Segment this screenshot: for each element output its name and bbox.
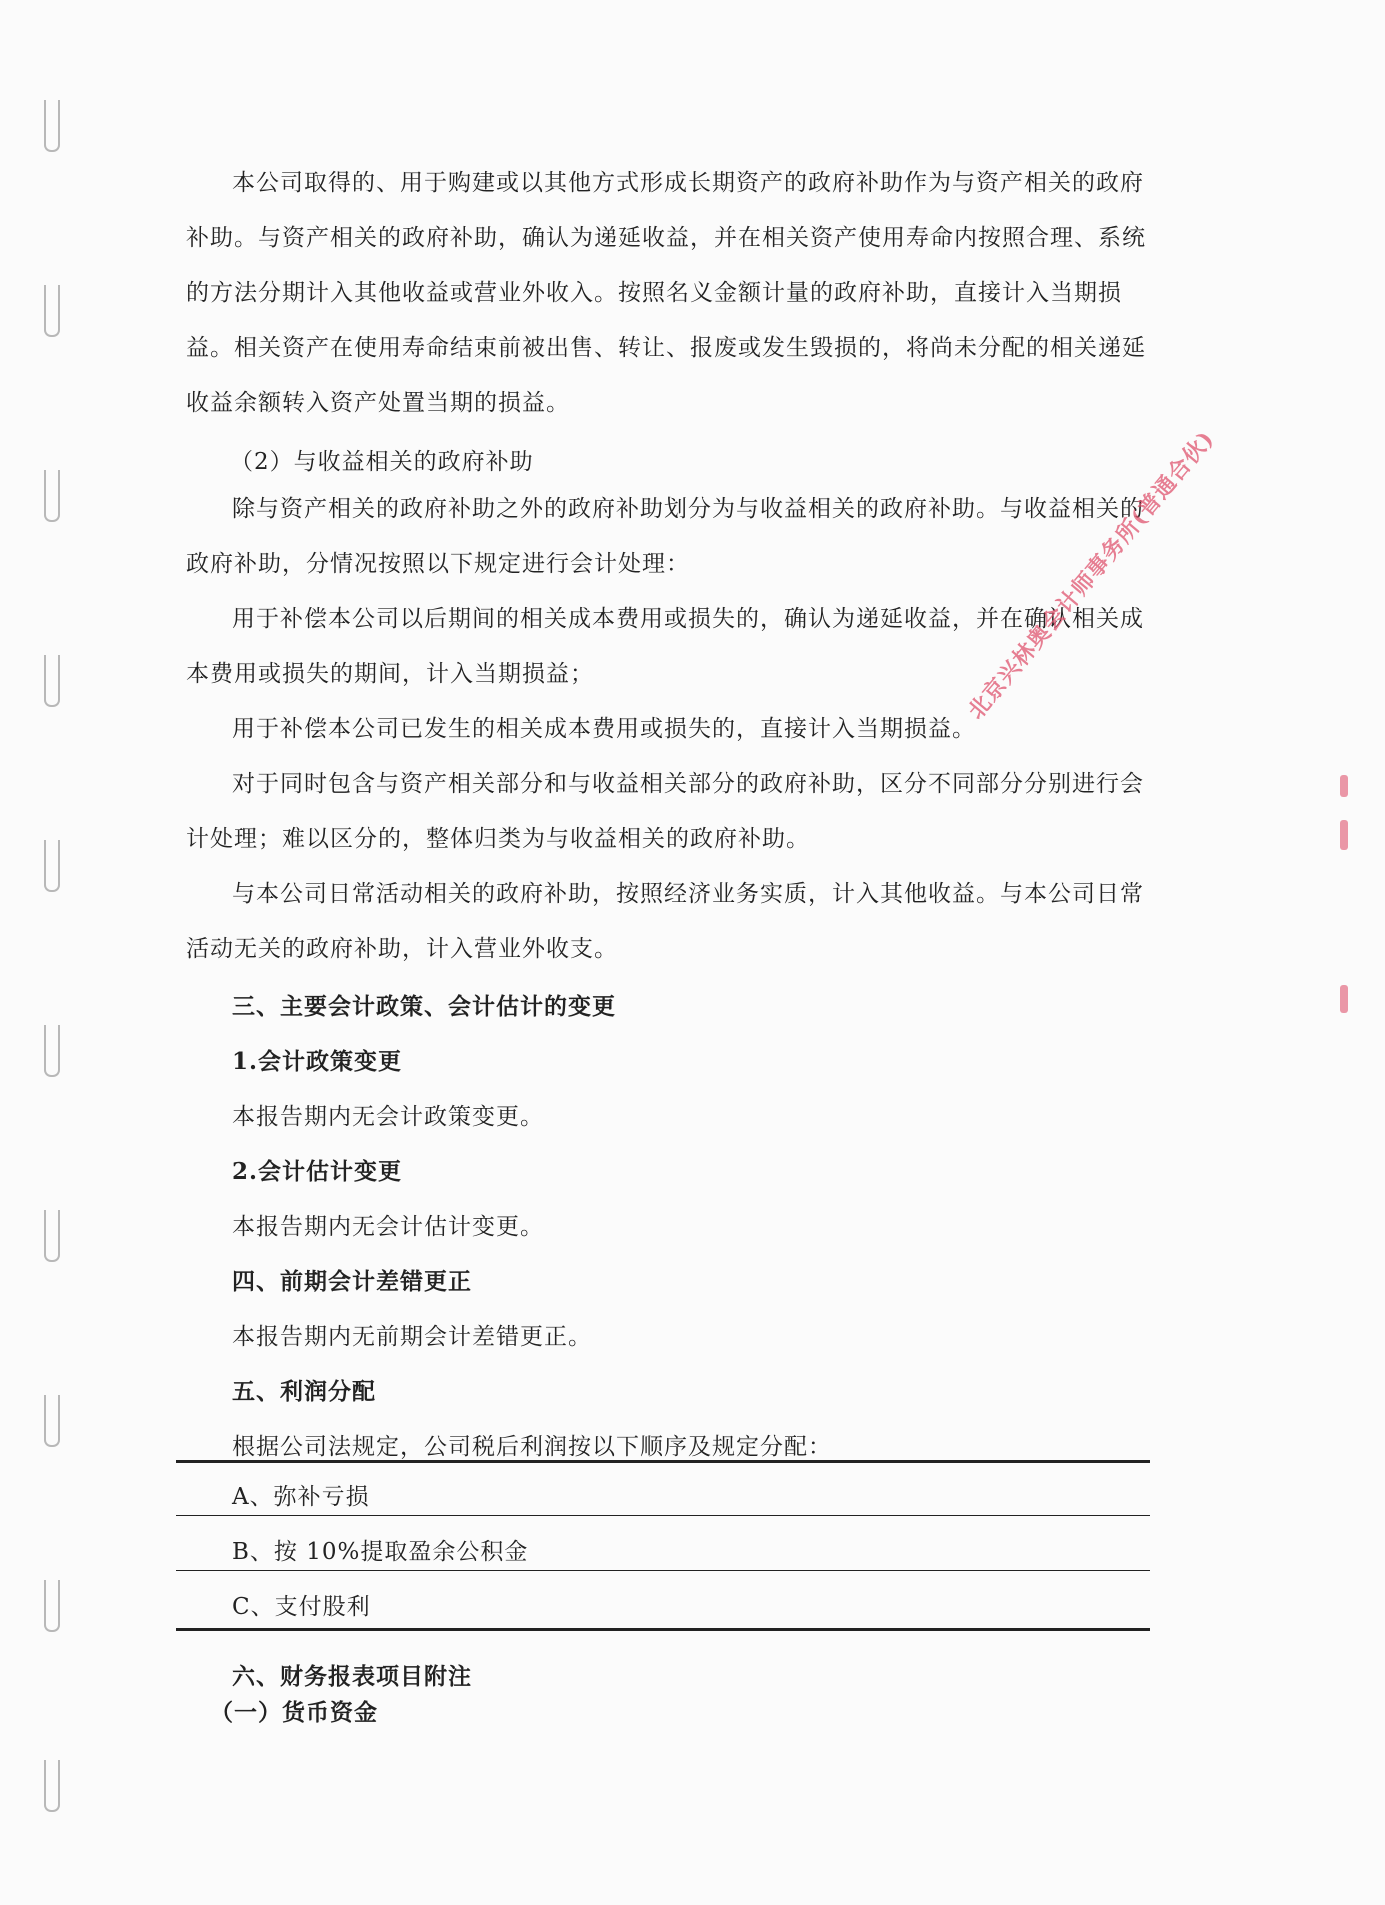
paragraph-daily-activities: 与本公司日常活动相关的政府补助，按照经济业务实质，计入其他收益。与本公司日常活动无关的政府补助，计入营业外收支。: [186, 881, 1144, 962]
binder-hole-mark: [44, 100, 60, 152]
binder-hole-mark: [44, 1025, 60, 1077]
subsection-heading: 1.会计政策变更: [232, 1048, 403, 1075]
table-bottom-rule: [176, 1628, 1150, 1631]
table-divider: [176, 1570, 1150, 1571]
paragraph-future-costs: 用于补偿本公司以后期间的相关成本费用或损失的，确认为递延收益，并在确认相关成本费用或损失的期间，计入当期损益；: [186, 606, 1144, 687]
subsection-heading: （一）货币资金: [210, 1699, 378, 1726]
paragraph-asset-grants: 本公司取得的、用于购建或以其他方式形成长期资产的政府补助作为与资产相关的政府补助。与资产相关的政府补助，确认为递延收益，并在相关资产使用寿命内按照合理、系统的方法分期计入其他收益或营业外收入。按照名义金额计量的政府补助，直接计入当期损益。相关资产在使用寿命结束前被出售、转让、报废或发生毁损的，将尚未分配的相关递延收益余额转入资产处置当期的损益。: [186, 170, 1146, 416]
binder-hole-mark: [44, 1210, 60, 1262]
seal-edge-mark: [1340, 820, 1348, 850]
subsection-heading: 2.会计估计变更: [232, 1158, 403, 1185]
section-text: 根据公司法规定，公司税后利润按以下顺序及规定分配：: [232, 1434, 832, 1460]
paragraph-income-grants: 除与资产相关的政府补助之外的政府补助划分为与收益相关的政府补助。与收益相关的政府补助，分情况按照以下规定进行会计处理：: [186, 496, 1144, 577]
binder-hole-mark: [44, 840, 60, 892]
table-divider: [176, 1515, 1150, 1516]
binder-hole-mark: [44, 470, 60, 522]
section-heading: 三、主要会计政策、会计估计的变更: [232, 993, 616, 1020]
binder-hole-mark: [44, 285, 60, 337]
section-text: 本报告期内无前期会计差错更正。: [232, 1324, 592, 1350]
table-row: B、按 10%提取盈余公积金: [232, 1539, 529, 1565]
table-row: A、弥补亏损: [232, 1484, 370, 1510]
section-text: 本报告期内无会计政策变更。: [232, 1104, 544, 1130]
binder-hole-mark: [44, 1580, 60, 1632]
paragraph-mixed-grants: 对于同时包含与资产相关部分和与收益相关部分的政府补助，区分不同部分分别进行会计处理；难以区分的，整体归类为与收益相关的政府补助。: [186, 771, 1144, 852]
seal-edge-mark: [1340, 985, 1348, 1013]
seal-edge-mark: [1340, 775, 1348, 797]
section-heading: 五、利润分配: [232, 1378, 376, 1405]
table-row: C、支付股利: [232, 1594, 371, 1620]
table-top-rule: [176, 1460, 1150, 1463]
binder-hole-mark: [44, 1760, 60, 1812]
accounting-firm-seal-stamp: 北京兴林奥会计师事务所(普通合伙): [963, 425, 1220, 725]
binder-hole-mark: [44, 1395, 60, 1447]
section-heading: 四、前期会计差错更正: [232, 1268, 472, 1295]
subheading-income-grants: （2）与收益相关的政府补助: [230, 449, 534, 475]
paragraph-incurred-costs: 用于补偿本公司已发生的相关成本费用或损失的，直接计入当期损益。: [232, 716, 976, 742]
binder-hole-mark: [44, 655, 60, 707]
section-text: 本报告期内无会计估计变更。: [232, 1214, 544, 1240]
section-heading: 六、财务报表项目附注: [232, 1663, 472, 1690]
